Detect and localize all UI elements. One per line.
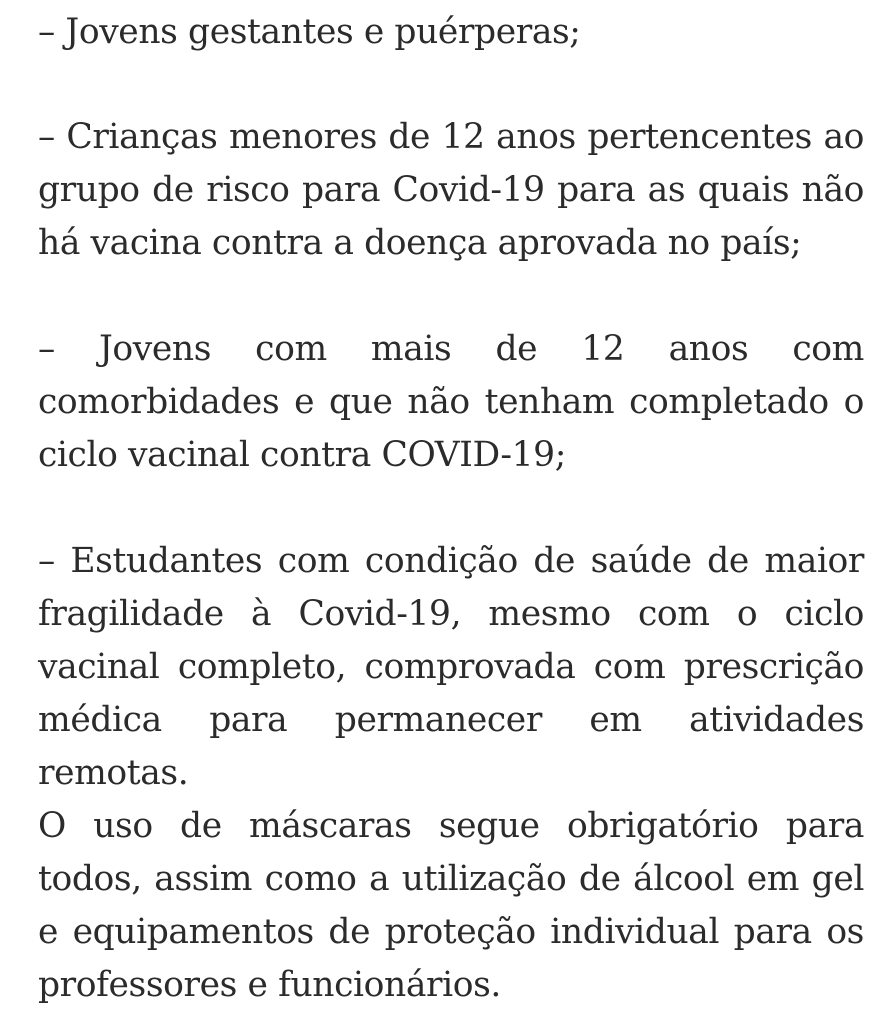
paragraph-students-fragile-health: – Estudantes com condição de saúde de maior fragilidade à Covid-19, mesmo com o ciclo vacinal completo, comprovada com prescrição médica para permanecer em atividades remotas.: [38, 541, 864, 793]
paragraph-youth-comorbidities: – Jovens com mais de 12 anos com comorbidades e que não tenham completado o ciclo vacinal contra COVID-19;: [38, 329, 864, 475]
paragraph-masks-mandatory: O uso de máscaras segue obrigatório para todos, assim como a utilização de álcool em gel e equipamentos de proteção individual para os professores e funcionários.: [38, 806, 864, 1005]
paragraph-children-under-12: – Crianças menores de 12 anos pertencentes ao grupo de risco para Covid-19 para as quais não há vacina contra a doença aprovada no país;: [38, 117, 864, 263]
paragraph-pregnant-youth: – Jovens gestantes e puérperas;: [38, 12, 581, 52]
